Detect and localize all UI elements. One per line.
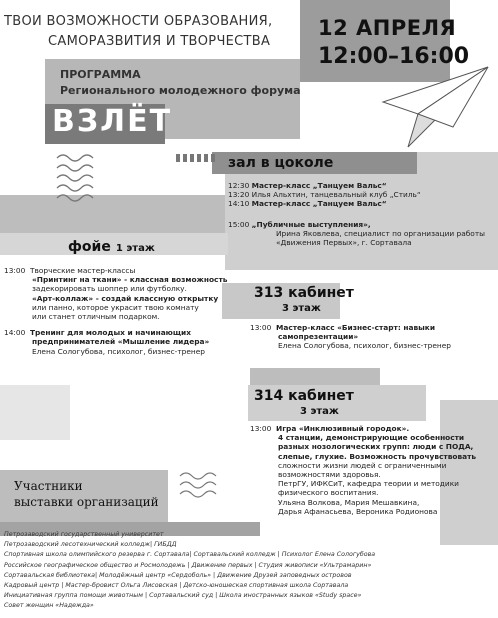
foyer-title: фойе 1 этаж	[68, 239, 155, 255]
dots-decoration	[176, 147, 218, 166]
participant-line: Инициативная группа помощи животным | Сортавальский суд | Школа иностранных языков «Study space»	[4, 592, 362, 600]
participant-line: Кадровый центр | Мастер-бровист Ольга Лисовская | Детско-юношеская спортивная школа Сортавала	[4, 582, 349, 590]
participant-line: Спортивная школа олимпийского резерва г. Сортавала| Сортавальский колледж | Психолог Елена Сологубова	[4, 551, 376, 559]
room313-title: 313 кабинет	[254, 285, 354, 301]
foyer-row: задекорировать шоппер или футболку.	[32, 284, 187, 294]
participants-title: Участники выставки организаций	[14, 479, 159, 509]
room313-row: Елена Сологубова, психолог, бизнес-тренер	[278, 341, 451, 351]
room313-floor: 3 этаж	[282, 303, 321, 314]
room314-title: 314 кабинет	[254, 388, 354, 404]
room313-row: самопрезентации»	[278, 332, 359, 342]
hall-event-row: 14:10 Мастер-класс „Танцуем Вальс“	[228, 199, 387, 209]
header-line-2: САМОРАЗВИТИЯ И ТВОРЧЕСТВА	[48, 34, 271, 49]
room314-row: сложности жизни людей с ограниченными	[278, 460, 447, 470]
foyer-row: Елена Сологубова, психолог, бизнес-тренер	[32, 346, 205, 356]
program-subtitle: Регионального молодежного форума	[60, 84, 301, 97]
event-date: 12 АПРЕЛЯ	[318, 16, 457, 40]
room314-row: 13:00 Игра «Инклюзивный городок».	[250, 424, 410, 433]
header-line-1: ТВОИ ВОЗМОЖНОСТИ ОБРАЗОВАНИЯ,	[4, 14, 273, 29]
hall-event-row: 12:30 Мастер-класс „Танцуем Вальс“	[228, 181, 387, 190]
room314-floor: 3 этаж	[300, 406, 339, 417]
room313-row: 13:00 Мастер-класс «Бизнес-старт: навыки	[250, 323, 435, 332]
paper-plane-icon	[378, 62, 493, 152]
foyer-row: 13:00 Творческие мастер-классы	[4, 266, 136, 275]
foyer-row: или панно, которое украсит твою комнату	[32, 302, 199, 312]
program-label: ПРОГРАММА	[60, 68, 141, 81]
room313-events	[250, 323, 451, 351]
room314-row: Дарья Афанасьева, Вероника Родионова	[278, 506, 438, 516]
wave-decoration-bottom-icon	[178, 470, 218, 502]
hall-event-row: «Движения Первых», г. Сортавала	[276, 238, 412, 248]
foyer-row: или станет отличным подарком.	[32, 312, 160, 322]
room314-row: возможностями здоровья.	[278, 470, 381, 480]
foyer-row: предпринимателей «Мышление лидера»	[32, 337, 210, 347]
foyer-row: «Арт-коллаж» - создай классную открытку	[32, 293, 219, 303]
hall-events	[228, 181, 485, 247]
hall-event-row: 13:20 Илья Альхтин, танцевальный клуб „Стиль“	[228, 190, 421, 200]
left-light-square	[0, 385, 70, 440]
participant-line: Сортавальская библиотека| Молодёжный центр «Сердоболь» | Движение Друзей заповедных островов	[4, 571, 352, 579]
participant-line: Петрозаводский государственный университет	[4, 531, 164, 538]
hall-title: зал в цоколе	[228, 155, 334, 171]
participant-line: Совет женщин «Надежда»	[4, 602, 94, 610]
participant-line: Российское географическое общество и Росмолодежь | Движение первых | Студия живописи «Ультрамарин»	[4, 561, 372, 569]
foyer-events	[4, 266, 227, 356]
room314-row: физического воспитания.	[278, 488, 379, 498]
room314-row: Ульяна Волкова, Мария Мешавкина,	[278, 497, 420, 507]
forum-name: ВЗЛЁТ	[52, 104, 173, 139]
event-time: 12:00–16:00	[318, 44, 470, 69]
participants-list	[4, 530, 375, 612]
left-gray-bar	[0, 195, 225, 233]
foyer-row: «Принтинг на ткани» - классная возможность	[32, 275, 228, 285]
foyer-row: 14:00 Тренинг для молодых и начинающих	[4, 328, 191, 338]
room314-row: 4 станции, демонстрирующие особенности	[278, 433, 465, 443]
participant-line: Петрозаводский лесотехнический колледж| ГИБДД	[4, 541, 177, 549]
hall-event-row: 15:00 „Публичные выступления»,	[228, 219, 371, 229]
room314-events	[250, 424, 476, 516]
hall-event-row: Ирина Яковлева, специалист по организации работы	[276, 228, 485, 238]
wave-decoration-icon	[55, 152, 95, 204]
room314-row: слепые, глухие. Возможность прочувствовать	[278, 451, 477, 461]
room314-row: ПетрГУ, ИФКСиТ, кафедра теории и методики	[278, 479, 459, 489]
room314-row: разных нозологических групп: люди с ПОДА,	[278, 442, 474, 452]
